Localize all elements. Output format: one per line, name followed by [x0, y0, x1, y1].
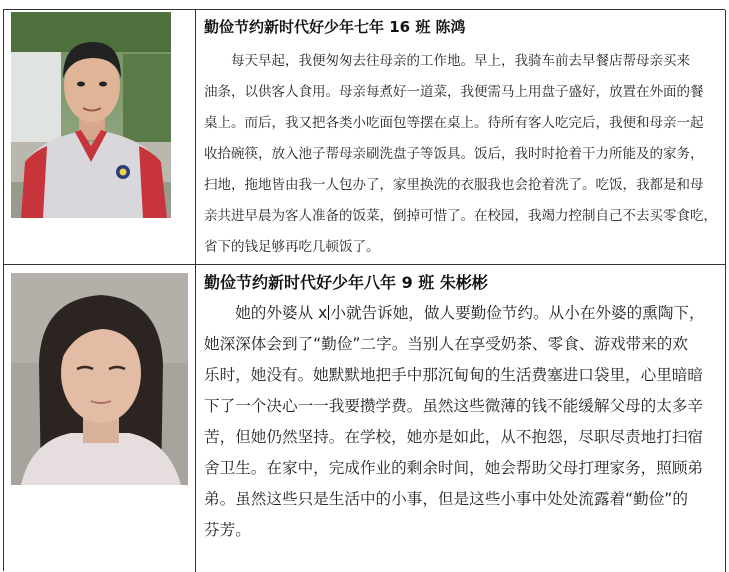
student-photo [11, 12, 171, 218]
paragraph-text: 小就告诉她，做人要勤俭节约。从小在外婆的熏陶下， [330, 304, 705, 322]
profile-table [3, 9, 725, 571]
table-row [4, 265, 726, 572]
student-photo [11, 273, 188, 485]
paragraph-line: 舍卫生。在家中，完成作业的剩余时间，她会帮助父母打理家务，照顾弟 [204, 459, 704, 477]
paragraph-line: 油条，以供客人食用。母亲每煮好一道菜，我便需马上用盘子盛好，放置在外面的餐 [204, 84, 704, 100]
paragraph-line: 苦，但她仍然坚持。在学校，她亦是如此，从不抱怨，尽职尽责地打扫宿 [204, 428, 704, 446]
text-cell [196, 265, 726, 572]
photo-cell [4, 10, 196, 264]
entry-title: 勤俭节约新时代好少年八年 9 班 朱彬彬 [204, 273, 488, 292]
paragraph-line: 扫地，拖地皆由我一人包办了，家里换洗的衣服我也会抢着洗了。吃饭，我都是和母 [204, 177, 704, 193]
paragraph-line: 每天早起，我便匆匆去往母亲的工作地。早上，我骑车前去早餐店帮母亲买来 [204, 53, 690, 69]
text-cell [196, 10, 726, 264]
paragraph-line: 省下的钱足够再吃几顿饭了。 [204, 239, 380, 255]
paragraph-line: 她深深体会到了“勤俭”二字。当别人在享受奶茶、零食、游戏带来的欢 [204, 335, 688, 353]
paragraph-line: 收拾碗筷，放入池子帮母亲刷洗盘子等饭具。饭后，我时时抢着干力所能及的家务， [204, 146, 704, 162]
paragraph-line: 弟。虽然这些只是生活中的小事，但是这些小事中处处流露着“勤俭”的 [204, 490, 688, 508]
table-row [4, 10, 726, 265]
paragraph-line: 下了一个决心一一我要攒学费。虽然这些微薄的钱不能缓解父母的太多辛 [204, 397, 704, 415]
paragraph-line: 芬芳。 [204, 521, 251, 539]
paragraph-line: 桌上。而后，我又把各类小吃面包等摆在桌上。待所有客人吃完后，我便和母亲一起 [204, 115, 704, 131]
photo-cell [4, 265, 196, 572]
entry-title: 勤俭节约新时代好少年七年 16 班 陈鸿 [204, 18, 466, 36]
paragraph-line: 乐时，她没有。她默默地把手中那沉甸甸的生活费塞进口袋里，心里暗暗 [204, 366, 704, 384]
paragraph-text: 她的外婆从 x [204, 304, 328, 322]
paragraph-line [204, 301, 705, 323]
paragraph-line: 亲共进早晨为客人准备的饭菜，倒掉可惜了。在校园，我竭力控制自己不去买零食吃， [204, 208, 717, 224]
